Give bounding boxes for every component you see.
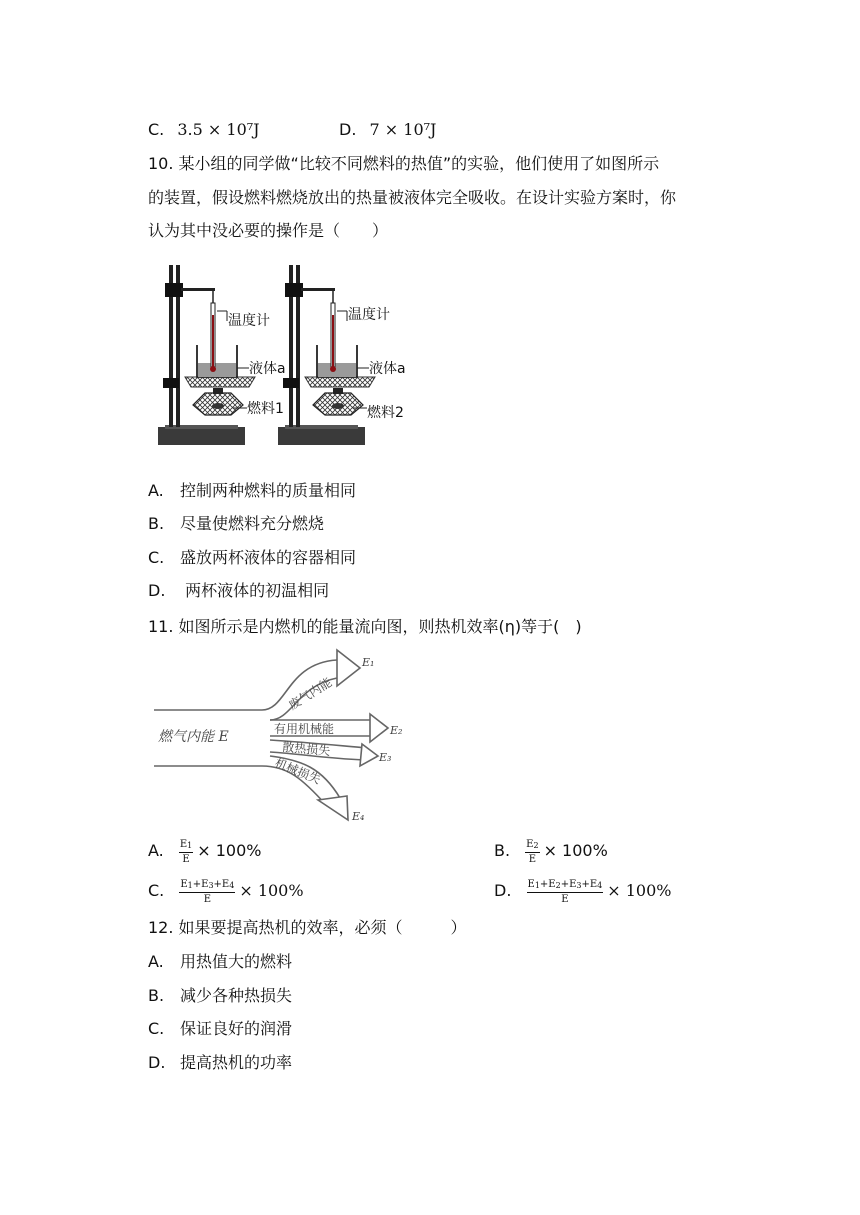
q12-stem: 12. 如果要提高热机的效率，必须（ ）: [148, 918, 467, 937]
percent-suffix: × 100%: [543, 841, 608, 860]
option-text: 盛放两杯液体的容器相同: [180, 548, 357, 567]
numerator: $E_2$: [525, 839, 539, 853]
stand-2: [278, 265, 375, 445]
q10-stem-line1: 10. 某小组的同学做“比较不同燃料的热值”的实验，他们使用了如图所示: [148, 154, 660, 173]
percent-suffix: × 100%: [239, 881, 304, 900]
q11-option-b: [494, 836, 608, 866]
option-text: 用热值大的燃料: [180, 952, 293, 971]
option-letter: A.: [148, 841, 164, 860]
option-letter: A.: [148, 481, 164, 500]
option-text: 7 × 10⁷J: [369, 120, 437, 139]
q10-option-b: [148, 513, 324, 535]
option-text: 减少各种热损失: [180, 986, 293, 1005]
q9-option-c: [148, 119, 260, 141]
option-text: 3.5 × 10⁷J: [177, 120, 260, 139]
fraction: [527, 879, 604, 905]
q10-stem-line3: 认为其中没必要的操作是（ ）: [148, 221, 389, 240]
option-letter: D.: [494, 881, 512, 900]
option-text: 提高热机的功率: [180, 1053, 293, 1072]
fraction: [179, 879, 235, 905]
numerator: $E_1+E_2+E_3+E_4$: [527, 879, 604, 893]
q10-apparatus-figure: [155, 265, 420, 450]
q10-option-d: [148, 580, 329, 602]
denominator: E: [182, 853, 190, 865]
option-letter: D.: [148, 1053, 166, 1072]
q11-stem: 11. 如图所示是内燃机的能量流向图，则热机效率(η)等于( ): [148, 617, 582, 636]
fuel1-label: 燃料1: [247, 401, 284, 417]
option-text: 保证良好的润滑: [180, 1019, 293, 1038]
q10-option-c: [148, 547, 356, 569]
option-text: 控制两种燃料的质量相同: [180, 481, 357, 500]
arrow-e3: [360, 744, 378, 766]
q12-option-b: [148, 985, 292, 1007]
liquid-label-2: 液体a: [369, 361, 406, 377]
thermometer-label-2: 温度计: [348, 307, 390, 323]
arrow-e4: [318, 796, 348, 820]
option-letter: C.: [148, 548, 165, 567]
fraction: [179, 839, 193, 865]
e2-label: E₂: [390, 724, 403, 737]
e4-label: E₄: [352, 810, 365, 823]
liquid-label-1: 液体a: [249, 361, 286, 377]
option-letter: B.: [148, 514, 165, 533]
thermometer-label-1: 温度计: [228, 313, 270, 329]
numerator: $E_1+E_3+E_4$: [179, 879, 235, 893]
q10-option-a: [148, 480, 356, 502]
option-letter: A.: [148, 952, 164, 971]
percent-suffix: × 100%: [607, 881, 672, 900]
option-text: 两杯液体的初温相同: [180, 581, 330, 600]
q12-option-a: [148, 951, 292, 973]
option-letter: B.: [148, 986, 165, 1005]
exhaust-label: 废气内能: [286, 675, 335, 713]
fuel2-label: 燃料2: [367, 405, 404, 421]
q12-option-d: [148, 1052, 292, 1074]
q11-option-c: [148, 876, 304, 906]
e3-label: E₃: [379, 751, 392, 764]
option-letter: C.: [148, 120, 165, 139]
option-letter: D.: [339, 120, 357, 139]
denominator: E: [203, 893, 211, 905]
q9-option-d: [339, 119, 436, 141]
numerator: $E_1$: [179, 839, 193, 853]
option-letter: C.: [148, 1019, 165, 1038]
option-letter: C.: [148, 881, 165, 900]
percent-suffix: × 100%: [197, 841, 262, 860]
option-letter: B.: [494, 841, 511, 860]
q11-energy-flow-figure: [152, 648, 412, 828]
input-energy-label: 燃气内能 E: [158, 729, 229, 745]
arrow-e2: [370, 714, 388, 742]
denominator: E: [528, 853, 537, 865]
e1-label: E₁: [362, 656, 375, 669]
fraction: [525, 839, 539, 865]
mech-loss-label: 机械损失: [272, 755, 323, 787]
useful-label: 有用机械能: [274, 722, 335, 736]
heat-loss-label: 散热损失: [281, 740, 331, 759]
option-text: 尽量使燃料充分燃烧: [180, 514, 325, 533]
stand-1: [158, 265, 255, 445]
arrow-e1: [337, 650, 360, 686]
option-letter: D.: [148, 581, 166, 600]
q10-stem-line2: 的装置，假设燃料燃烧放出的热量被液体完全吸收。在设计实验方案时，你: [148, 188, 677, 207]
q11-option-d: [494, 876, 671, 906]
denominator: E: [561, 893, 569, 905]
q11-option-a: [148, 836, 261, 866]
q12-option-c: [148, 1018, 292, 1040]
